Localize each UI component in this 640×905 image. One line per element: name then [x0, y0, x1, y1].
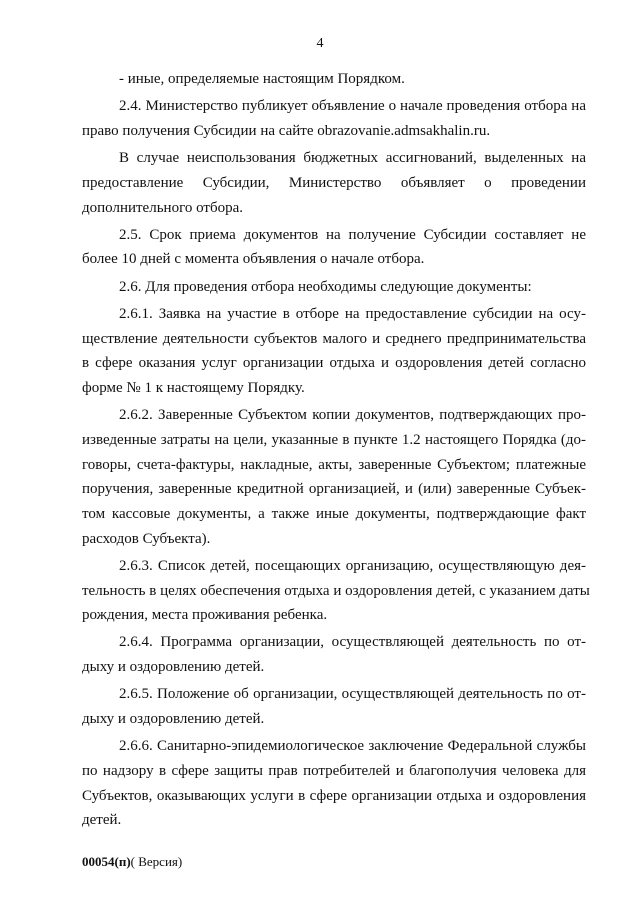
- text-line: право получения Субсидии на сайте obrazovanie.admsakhalin.ru.: [82, 122, 491, 139]
- paragraph-2-6-2: [82, 403, 586, 551]
- text-line: дыху и оздоровлению детей.: [82, 659, 265, 676]
- text-line: более 10 дней с момента объявления о начале отбора.: [82, 251, 425, 268]
- document-version: ( Версия): [130, 854, 183, 869]
- text-line: 2.6.4. Программа организации, осуществляющей деятельность по от-: [119, 634, 586, 651]
- paragraph-unused-funds: [82, 146, 586, 220]
- paragraph-2-6-4: [82, 630, 586, 679]
- paragraph-2-4: [82, 94, 586, 143]
- text-line: форме № 1 к настоящему Порядку.: [82, 379, 305, 396]
- text-line: дополнительного отбора.: [82, 199, 243, 216]
- text-line: В случае неиспользования бюджетных ассигнований, выделенных на: [119, 150, 586, 167]
- text-line: предоставление Субсидии, Министерство объявляет о проведении: [82, 174, 586, 191]
- text-line: детей.: [82, 812, 122, 829]
- paragraph-list-item-other: [82, 67, 586, 92]
- text-line: 2.5. Срок приема документов на получение Субсидии составляет не: [119, 226, 586, 243]
- paragraph-2-6: [82, 275, 586, 300]
- text-line: - иные, определяемые настоящим Порядком.: [119, 71, 405, 87]
- paragraph-2-6-1: [82, 302, 586, 401]
- text-line: 2.6.2. Заверенные Субъектом копии документов, подтверждающих про-: [119, 407, 586, 424]
- text-line: ществление деятельности субъектов малого и среднего предпринимательства: [82, 330, 586, 347]
- page-number: 4: [316, 36, 324, 51]
- text-line: 2.6. Для проведения отбора необходимы следующие документы:: [119, 278, 532, 295]
- text-line: 2.6.1. Заявка на участие в отборе на предоставление субсидии на осу-: [119, 305, 586, 322]
- text-line: 2.4. Министерство публикует объявление о начале проведения отбора на: [119, 98, 586, 115]
- text-line: том кассовые документы, а также иные документы, подтверждающие факт: [82, 505, 586, 522]
- text-line: тельность в целях обеспечения отдыха и оздоровления детей, с указанием даты: [82, 582, 590, 599]
- paragraph-2-6-3: [82, 554, 590, 628]
- text-line: по надзору в сфере защиты прав потребителей и благополучия человека для: [82, 762, 586, 779]
- text-line: 2.6.3. Список детей, посещающих организацию, осуществляющую дея-: [119, 557, 586, 574]
- text-line: Субъектов, оказывающих услуги в сфере организации отдыха и оздоровления: [82, 787, 586, 804]
- text-line: 2.6.5. Положение об организации, осуществляющей деятельность по от-: [119, 686, 586, 703]
- paragraph-2-6-5: [82, 682, 586, 731]
- text-line: изведенные затраты на цели, указанные в пункте 1.2 настоящего Порядка (до-: [82, 431, 586, 448]
- text-line: расходов Субъекта).: [82, 530, 211, 547]
- text-line: в сфере оказания услуг организации отдыха и оздоровления детей согласно: [82, 355, 586, 372]
- paragraph-2-5: [82, 223, 586, 272]
- document-footer: [82, 854, 182, 870]
- document-body: [82, 67, 590, 836]
- document-code: 00054(п): [82, 854, 131, 869]
- paragraph-2-6-6: [82, 734, 586, 833]
- text-line: говоры, счета-фактуры, накладные, акты, заверенные Субъектом; платежные: [82, 456, 586, 473]
- text-line: 2.6.6. Санитарно-эпидемиологическое заключение Федеральной службы: [119, 738, 586, 755]
- text-line: рождения, места проживания ребенка.: [82, 607, 328, 624]
- text-line: дыху и оздоровлению детей.: [82, 711, 265, 728]
- text-line: поручения, заверенные кредитной организацией, и (или) заверенные Субъек-: [82, 481, 586, 498]
